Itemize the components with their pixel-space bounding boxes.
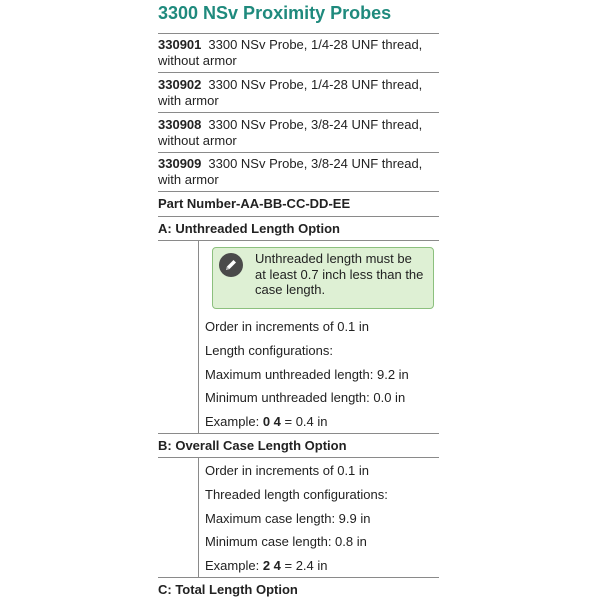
section-b-example: Example: 2 4 = 2.4 in bbox=[205, 558, 328, 573]
product-number: 330909 bbox=[158, 156, 202, 171]
section-b-line: Threaded length configurations: bbox=[205, 487, 388, 502]
product-row bbox=[158, 77, 439, 108]
divider bbox=[158, 240, 439, 241]
section-b-line: Maximum case length: 9.9 in bbox=[205, 511, 371, 526]
product-number: 330902 bbox=[158, 77, 202, 92]
product-row bbox=[158, 37, 439, 68]
product-row bbox=[158, 117, 439, 148]
section-c-heading: C: Total Length Option bbox=[158, 582, 298, 597]
product-description: 3300 NSv Probe, 1/4-28 UNF thread, bbox=[208, 37, 423, 52]
product-number: 330901 bbox=[158, 37, 202, 52]
part-number-heading: Part Number-AA-BB-CC-DD-EE bbox=[158, 196, 351, 211]
section-a-line: Maximum unthreaded length: 9.2 in bbox=[205, 367, 409, 382]
divider bbox=[158, 457, 439, 458]
divider bbox=[158, 433, 439, 434]
divider bbox=[158, 33, 439, 34]
section-a-line: Length configurations: bbox=[205, 343, 333, 358]
product-description: 3300 NSv Probe, 3/8-24 UNF thread, bbox=[208, 117, 423, 132]
product-row bbox=[158, 156, 439, 187]
section-a-line: Order in increments of 0.1 in bbox=[205, 319, 370, 334]
product-number: 330908 bbox=[158, 117, 202, 132]
section-b-heading: B: Overall Case Length Option bbox=[158, 438, 347, 453]
divider bbox=[158, 112, 439, 113]
divider bbox=[158, 72, 439, 73]
divider bbox=[158, 216, 439, 217]
section-a-line: Minimum unthreaded length: 0.0 in bbox=[205, 390, 406, 405]
divider bbox=[158, 191, 439, 192]
section-a-example: Example: 0 4 = 0.4 in bbox=[205, 414, 328, 429]
section-a-heading: A: Unthreaded Length Option bbox=[158, 221, 340, 236]
pencil-icon bbox=[219, 253, 243, 277]
section-b-line: Minimum case length: 0.8 in bbox=[205, 534, 367, 549]
product-description-cont: with armor bbox=[158, 171, 219, 187]
divider bbox=[158, 152, 439, 153]
page-title: 3300 NSv Proximity Probes bbox=[158, 3, 392, 23]
section-b-line: Order in increments of 0.1 in bbox=[205, 463, 370, 478]
divider bbox=[158, 577, 439, 578]
section-indent-line bbox=[198, 240, 199, 433]
product-description-cont: without armor bbox=[158, 132, 237, 148]
section-indent-line bbox=[198, 457, 199, 577]
product-description-cont: without armor bbox=[158, 52, 237, 68]
product-description: 3300 NSv Probe, 3/8-24 UNF thread, bbox=[208, 156, 423, 171]
product-description: 3300 NSv Probe, 1/4-28 UNF thread, bbox=[208, 77, 423, 92]
product-description-cont: with armor bbox=[158, 92, 219, 108]
note-text: Unthreaded length must be at least 0.7 inch less than the case length. bbox=[255, 251, 424, 297]
note-callout bbox=[212, 247, 434, 309]
